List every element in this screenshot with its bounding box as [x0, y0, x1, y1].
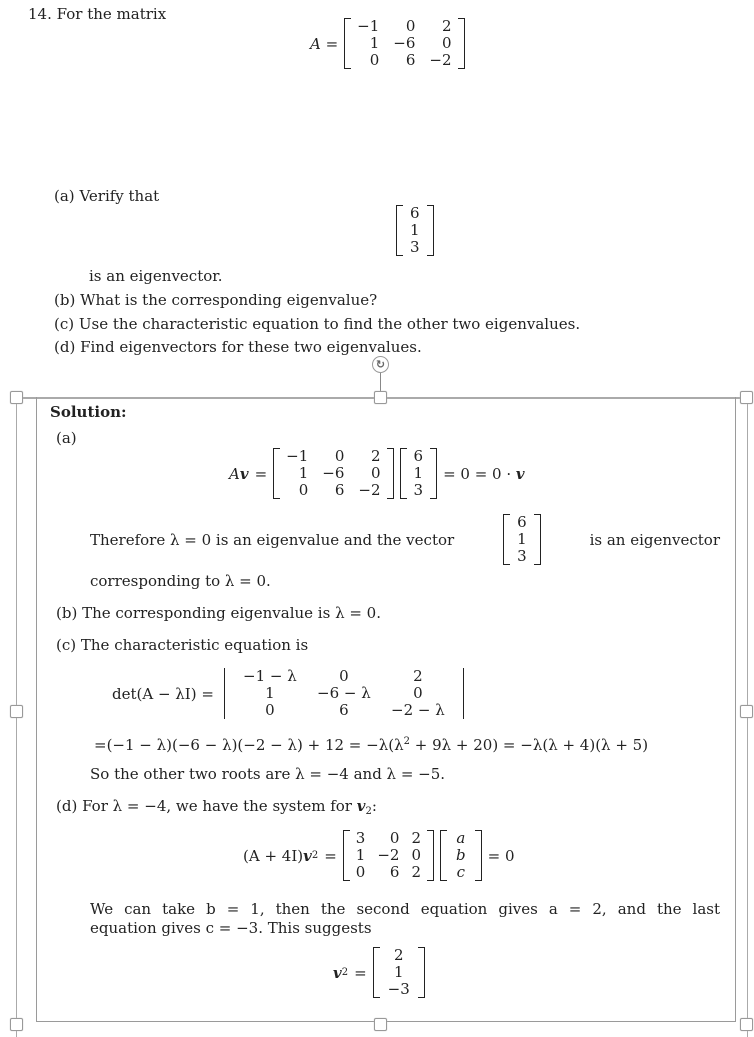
determinant-equation	[112, 668, 468, 719]
matrix-cell: 1	[265, 684, 275, 702]
part-text: Verify that	[79, 187, 160, 205]
matrix-cell: −1	[286, 447, 309, 465]
resize-handle-bottom-left[interactable]	[10, 1018, 23, 1031]
symbol-v: v	[303, 846, 312, 865]
matrix-cell: 2	[442, 17, 452, 35]
equals: =	[324, 846, 337, 865]
matrix-cell: 1	[413, 464, 424, 482]
matrix-cell: 2	[370, 447, 381, 465]
det-lhs: det(A − λI) =	[112, 684, 214, 703]
subscript: 2	[311, 850, 319, 861]
part-text: The corresponding eigenvalue is λ = 0.	[82, 604, 381, 622]
matrix-cell: 2	[413, 667, 423, 685]
subscript: 2	[341, 967, 349, 978]
part-text: What is the corresponding eigenvalue?	[80, 291, 378, 309]
matrix-A-label: A =	[310, 34, 339, 53]
symbol-v: v	[515, 464, 525, 483]
exponent: 2	[403, 736, 410, 747]
part-text: The characteristic equation is	[80, 636, 309, 654]
solution-part-d	[56, 797, 377, 821]
problem-intro-text: For the matrix	[56, 5, 167, 23]
resize-handle-top-center[interactable]	[374, 391, 387, 404]
matrix-cell: 0	[334, 447, 345, 465]
part-text: Find eigenvectors for these two eigenvalues.	[80, 338, 422, 356]
matrix-cell: 0	[411, 846, 422, 864]
paragraph-line-2: equation gives c = −3. This suggests	[90, 919, 372, 937]
matrix-cell: −2 − λ	[391, 701, 445, 719]
eigenvector-v	[396, 205, 434, 256]
part-a	[54, 187, 159, 205]
colon: :	[371, 797, 377, 815]
part-a-tail: is an eigenvector.	[89, 267, 223, 285]
solution-part-b	[56, 604, 381, 622]
part-label: (c)	[56, 636, 77, 654]
solution-heading: Solution:	[50, 403, 127, 421]
subscript: 2	[365, 806, 372, 817]
solution-a-equation	[229, 448, 525, 499]
expansion-line	[94, 733, 648, 754]
resize-handle-middle-right[interactable]	[740, 705, 753, 718]
part-label: (d)	[54, 338, 76, 356]
system-equation	[243, 830, 515, 881]
part-text: For λ = −4, we have the system for	[82, 797, 352, 815]
symbol-v: v	[356, 797, 366, 815]
problem-number: 14.	[28, 5, 52, 23]
matrix-cell: 1	[517, 530, 527, 548]
matrix-cell: 6	[334, 481, 345, 499]
matrix-cell: 3	[410, 238, 420, 256]
lhs: (A + 4I)	[243, 846, 304, 865]
therefore-text-2: is an eigenvector	[589, 530, 720, 549]
solution-part-a-label: (a)	[56, 429, 77, 447]
rhs: = 0 = 0 ·	[443, 464, 512, 483]
matrix-cell: 6	[389, 863, 400, 881]
matrix-cell: 0	[370, 464, 381, 482]
matrix-cell: b	[456, 846, 466, 864]
part-label: (b)	[54, 291, 76, 309]
matrix-cell: −2	[358, 481, 381, 499]
resize-handle-top-left[interactable]	[10, 391, 23, 404]
therefore-text: Therefore λ = 0 is an eigenvalue and the vector	[90, 530, 455, 549]
equals: =	[254, 464, 268, 483]
part-c	[54, 315, 580, 333]
matrix-cell: 1	[369, 34, 380, 52]
expansion-part-2: + 9λ + 20) = −λ(λ + 4)(λ + 5)	[409, 736, 649, 754]
part-text: Use the characteristic equation to find the other two eigenvalues.	[78, 315, 581, 333]
matrix-cell: 6	[339, 701, 349, 719]
matrix-cell: 0	[298, 481, 309, 499]
paragraph-line-1: We can take b = 1, then the second equation gives a = 2, and the last	[90, 900, 720, 918]
part-label: (a)	[54, 187, 75, 205]
matrix-cell: 0	[355, 863, 366, 881]
symbol-v: v	[239, 464, 249, 483]
matrix-cell: −3	[387, 980, 410, 998]
result-vector	[333, 947, 425, 998]
part-label: (d)	[56, 797, 78, 815]
matrix-cell: 3	[355, 829, 366, 847]
matrix-cell: −1	[357, 17, 380, 35]
expansion-part-1: =(−1 − λ)(−6 − λ)(−2 − λ) + 12 = −λ(λ	[94, 736, 404, 754]
therefore-line	[90, 514, 720, 565]
matrix-cell: 1	[355, 846, 366, 864]
matrix-cell: 6	[405, 51, 416, 69]
matrix-cell: 0	[339, 667, 349, 685]
matrix-cell: 1	[410, 221, 420, 239]
matrix-cell: 0	[265, 701, 275, 719]
resize-handle-middle-left[interactable]	[10, 705, 23, 718]
rotate-handle-icon[interactable]: ↻	[372, 356, 389, 373]
matrix-cell: −2	[429, 51, 452, 69]
matrix-cell: 0	[413, 684, 423, 702]
part-label: (c)	[54, 315, 75, 333]
matrix-cell: 0	[442, 34, 452, 52]
resize-handle-top-right[interactable]	[740, 391, 753, 404]
matrix-A	[344, 18, 464, 69]
matrix-cell: 0	[369, 51, 380, 69]
matrix-cell: 2	[411, 829, 422, 847]
matrix-cell: 1	[298, 464, 309, 482]
matrix-cell: 6	[517, 513, 527, 531]
matrix-cell: 3	[413, 481, 424, 499]
matrix-cell: −1 − λ	[243, 667, 297, 685]
matrix-cell: 6	[410, 204, 420, 222]
resize-handle-bottom-center[interactable]	[374, 1018, 387, 1031]
matrix-cell: 6	[413, 447, 424, 465]
matrix-cell: 3	[517, 547, 527, 565]
matrix-cell: 2	[393, 946, 404, 964]
matrix-cell: −6	[322, 464, 345, 482]
part-b	[54, 291, 377, 309]
therefore-text-3: corresponding to λ = 0.	[90, 572, 271, 590]
matrix-cell: 1	[393, 963, 404, 981]
matrix-A-definition	[310, 18, 465, 69]
matrix-cell: 0	[389, 829, 400, 847]
part-label: (b)	[56, 604, 78, 622]
rhs: = 0	[487, 846, 515, 865]
equals: =	[354, 963, 367, 982]
matrix-cell: −6 − λ	[317, 684, 371, 702]
matrix-cell: −6	[393, 34, 416, 52]
matrix-cell: 2	[411, 863, 422, 881]
matrix-cell: a	[456, 829, 466, 847]
resize-handle-bottom-right[interactable]	[740, 1018, 753, 1031]
roots-text: So the other two roots are λ = −4 and λ = −5.	[90, 765, 446, 783]
symbol-A: A	[229, 464, 240, 483]
matrix-cell: 0	[405, 17, 416, 35]
matrix-cell: c	[456, 863, 466, 881]
matrix-cell: −2	[377, 846, 400, 864]
part-d	[54, 338, 422, 356]
problem-intro	[28, 5, 166, 23]
symbol-v: v	[333, 963, 342, 982]
solution-part-c	[56, 636, 308, 654]
